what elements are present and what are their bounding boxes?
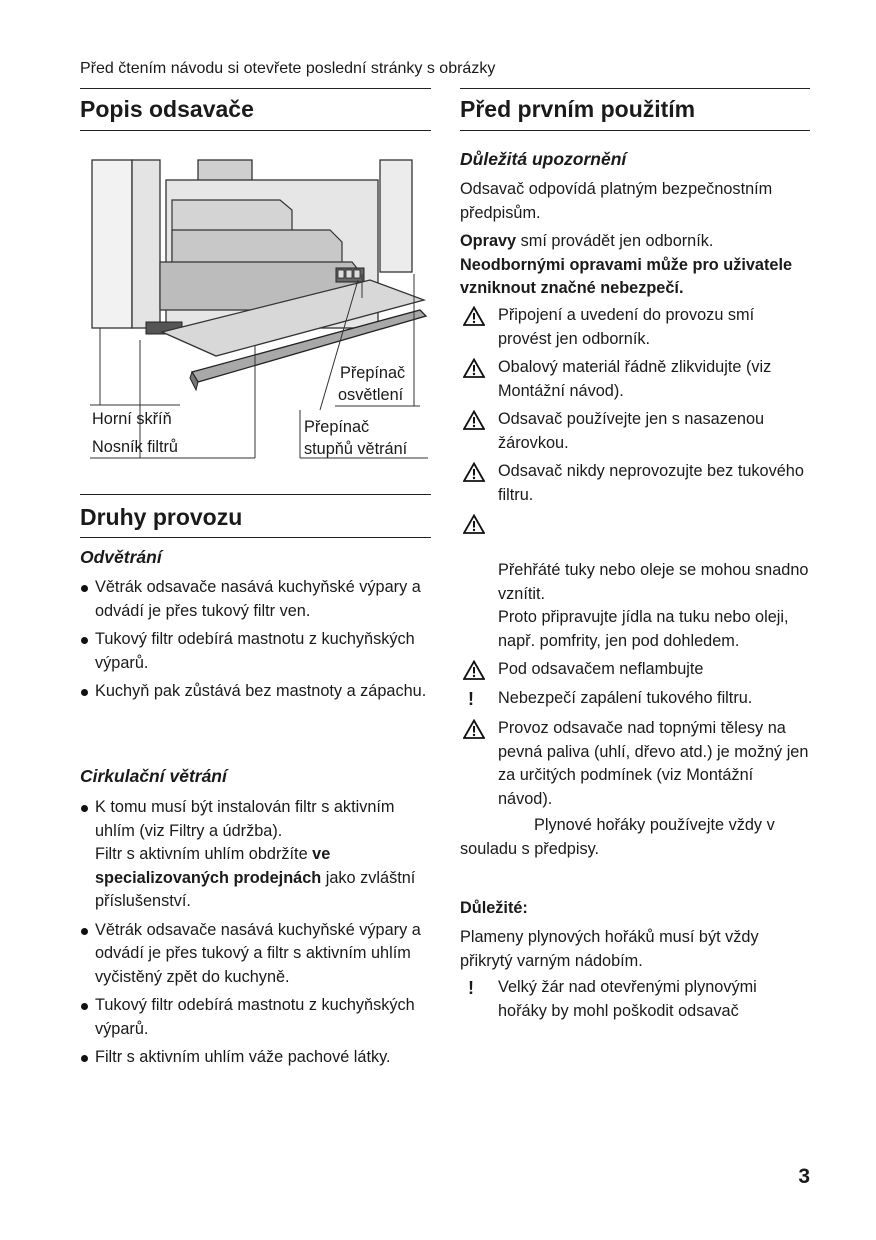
- section-title-druhy: Druhy provozu: [80, 504, 243, 530]
- warning-item: [460, 512, 810, 653]
- warning-triangle-icon: [463, 306, 485, 326]
- text: smí provádět jen odborník.: [516, 232, 714, 250]
- warning-triangle-icon: [463, 514, 485, 534]
- warning-triangle-icon: [463, 410, 485, 430]
- page-number: 3: [798, 1165, 810, 1188]
- list-item-text: jako zvláštní příslušenství.: [95, 868, 416, 910]
- warning-item: [460, 408, 810, 455]
- paragraph-repairs: [460, 230, 810, 301]
- section-title-pred-prvnim: Před prvním použitím: [460, 96, 696, 122]
- bold-text: Opravy: [460, 232, 517, 250]
- subtitle-dulezite: Důležité:: [460, 899, 528, 917]
- warning-text: Provoz odsavače nad topnými tělesy na pevná paliva (uhlí, dřevo atd.) je možný jen za určitých podmínek (viz Montážní návod).: [498, 719, 809, 808]
- cirkulacni-list: [80, 796, 430, 1075]
- divider: [80, 537, 431, 538]
- warning-item: [460, 717, 810, 811]
- label-prepinac-stupnu: Přepínač: [304, 418, 370, 436]
- divider: [80, 130, 431, 131]
- divider: [80, 88, 431, 89]
- list-item: Filtr s aktivním uhlím váže pachové látky.: [80, 1046, 430, 1070]
- list-item: Větrák odsavače nasává kuchyňské výpary a odvádí je přes tukový a filtr s aktivním uhlím vyčistěný zpět do kuchyně.: [80, 919, 430, 990]
- warning-item: [460, 304, 810, 351]
- section-title-popis: Popis odsavače: [80, 96, 254, 122]
- divider: [460, 130, 810, 131]
- warning-text: Připojení a uvedení do provozu smí provést jen odborník.: [498, 306, 755, 348]
- list-item: [80, 796, 430, 914]
- warning-text: Velký žár nad otevřenými plynovými hořáky by mohl poškodit odsavač: [498, 978, 757, 1020]
- header-note: Před čtením návodu si otevřete poslední stránky s obrázky: [80, 60, 496, 77]
- warning-item: [460, 658, 810, 682]
- warning-item: [460, 356, 810, 403]
- warning-triangle-icon: [463, 719, 485, 739]
- list-item-text: Filtr s aktivním uhlím obdržíte: [95, 845, 313, 863]
- warning-item: [460, 687, 810, 711]
- warning-text: Přehřáté tuky nebo oleje se mohou snadno vznítit. Proto připravujte jídla na tuku nebo oleji, např. pomfrity, jen pod dohledem.: [498, 561, 809, 650]
- warning-triangle-icon: [463, 462, 485, 482]
- subtitle-odvetrani: Odvětrání: [80, 547, 162, 567]
- odvetrani-list: [80, 576, 430, 709]
- label-nosnik: Nosník filtrů: [92, 438, 178, 456]
- label-prepinac-osvetleni-2: osvětlení: [338, 386, 404, 404]
- warning-item: [460, 976, 810, 1023]
- warning-text: Nebezpečí zapálení tukového filtru.: [498, 688, 753, 707]
- exclamation-icon: !: [468, 978, 474, 998]
- paragraph-plynove: Plynové hořáky používejte vždy v souladu s předpisy.: [460, 816, 775, 858]
- list-item: Tukový filtr odebírá mastnotu z kuchyňských výparů.: [80, 994, 430, 1041]
- subtitle-cirkulacni: Cirkulační větrání: [80, 766, 227, 786]
- exclamation-icon: !: [468, 688, 474, 709]
- list-item: Kuchyň pak zůstává bez mastnoty a zápachu.: [80, 680, 430, 704]
- list-item: Větrák odsavače nasává kuchyňské výpary a odvádí je přes tukový filtr ven.: [80, 576, 430, 623]
- label-horni-skrin: Horní skříň: [92, 410, 172, 428]
- warning-text: Odsavač nikdy neprovozujte bez tukového filtru.: [498, 462, 804, 504]
- paragraph-standards: Odsavač odpovídá platným bezpečnostním předpisům.: [460, 180, 773, 222]
- warning-triangle-icon: [463, 358, 485, 378]
- warning-velky-zar: [460, 976, 810, 1028]
- paragraph-plameny: Plameny plynových hořáků musí být vždy přikrytý varným nádobím.: [460, 928, 759, 970]
- bold-text: Neodbornými opravami může pro uživatele vzniknout značné nebezpečí.: [460, 255, 793, 297]
- subtitle-dulezita: Důležitá upozornění: [460, 149, 627, 169]
- warning-text: Pod odsavačem neflambujte: [498, 660, 704, 678]
- divider: [460, 88, 810, 89]
- warning-text: Obalový materiál řádně zlikvidujte (viz Montážní návod).: [498, 358, 772, 400]
- warnings-list: [460, 304, 810, 715]
- warning-provoz: [460, 717, 810, 816]
- warning-item: [460, 460, 810, 507]
- list-item: Tukový filtr odebírá mastnotu z kuchyňských výparů.: [80, 628, 430, 675]
- list-item-bold: ve specializovaných prodejnách: [95, 845, 331, 887]
- label-prepinac-osvetleni: Přepínač: [340, 364, 406, 382]
- warning-triangle-icon: [463, 660, 485, 680]
- list-item-text: K tomu musí být instalován filtr s aktivním uhlím (viz Filtry a údržba).: [95, 798, 395, 840]
- label-prepinac-stupnu-2: stupňů větrání: [304, 440, 408, 458]
- warning-text: Odsavač používejte jen s nasazenou žárovkou.: [498, 410, 765, 452]
- divider: [80, 494, 431, 495]
